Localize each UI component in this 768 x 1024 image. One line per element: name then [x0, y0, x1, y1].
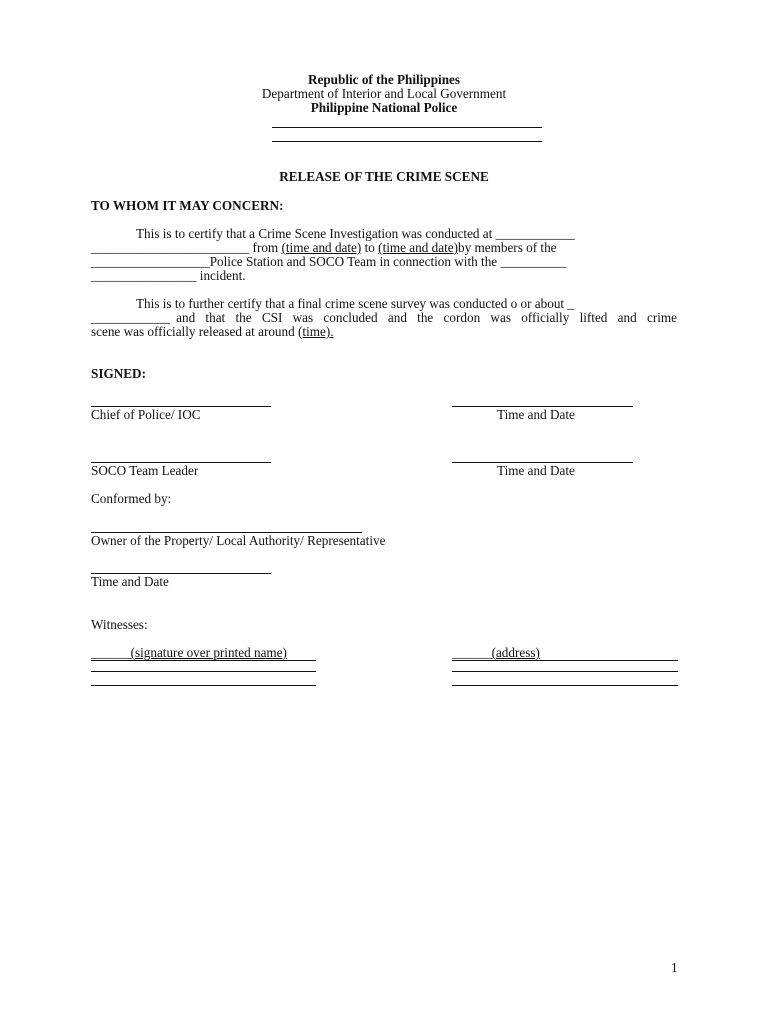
header-blank-line-1 [272, 127, 542, 128]
para1-line1-text: This is to certify that a Crime Scene Investigation was conducted at [136, 226, 493, 241]
soco-time-label: Time and Date [497, 463, 575, 478]
signed-heading: SIGNED: [91, 366, 146, 381]
para1-station-text: Police Station and SOCO Team in connection with the [209, 254, 498, 269]
witness-addr-pre-blank: ______ [452, 645, 492, 660]
witness-2-address-line [452, 685, 678, 686]
owner-label: Owner of the Property/ Local Authority/ Representative [91, 533, 386, 548]
para1-blank-station: __________________ [91, 254, 210, 269]
para2-blank-date: ____________ [91, 310, 171, 325]
para1-blank-incident-type: __________ [500, 254, 567, 269]
document-title: RELEASE OF THE CRIME SCENE [279, 169, 489, 184]
para2-time: time). [302, 324, 334, 339]
para1-line2 [91, 241, 557, 255]
para1-to: to [364, 240, 375, 255]
witness-sig-underline [91, 660, 316, 661]
witness-signature-header [91, 646, 287, 660]
witness-1-address-line [452, 671, 678, 672]
para1-line3 [91, 255, 566, 269]
witness-addr-underline [452, 660, 678, 661]
witnesses-heading: Witnesses: [91, 617, 148, 632]
para1-blank-place: ________________________ [91, 240, 250, 255]
para2-line1-text: This is to further certify that a final crime scene survey was conducted o or about [136, 296, 565, 311]
para1-time-start: (time and date) [281, 240, 362, 255]
page-number: 1 [671, 960, 678, 975]
para2-blank-date-start: _ [567, 296, 574, 311]
soco-team-leader-label: SOCO Team Leader [91, 463, 199, 478]
witness-address-header [452, 646, 540, 660]
chief-time-label: Time and Date [497, 407, 575, 422]
para2-line2-text: and that the CSI was concluded and the cordon was officially lifted and crime [176, 310, 677, 325]
header-blank-line-2 [272, 141, 542, 142]
witness-1-signature-line [91, 671, 316, 672]
witness-address-label: (address) [491, 645, 540, 660]
para2-line1 [136, 297, 574, 311]
witness-sig-pre-blank: ______ [91, 645, 131, 660]
witness-2-signature-line [91, 685, 316, 686]
para1-incident-text: incident. [199, 268, 246, 283]
witness-signature-label: (signature over printed name) [130, 645, 287, 660]
conformed-time-label: Time and Date [91, 574, 169, 589]
para1-line4 [91, 269, 246, 283]
para2-line2 [91, 311, 677, 325]
para1-line1 [136, 227, 575, 241]
header-pnp: Philippine National Police [310, 100, 458, 115]
header-republic: Republic of the Philippines [307, 72, 461, 87]
salutation: TO WHOM IT MAY CONCERN: [91, 198, 284, 213]
para2-line3 [91, 325, 334, 339]
para1-from: from [252, 240, 279, 255]
conformed-heading: Conformed by: [91, 491, 172, 506]
header-department: Department of Interior and Local Government [261, 86, 507, 101]
chief-of-police-label: Chief of Police/ IOC [91, 407, 201, 422]
para1-time-end: (time and date) [378, 240, 458, 255]
para2-line3-text: scene was officially released at around ( [91, 324, 303, 339]
para1-blank-incident: ________________ [91, 268, 197, 283]
para1-members: by members of the [458, 240, 557, 255]
para1-blank-location: ____________ [495, 226, 575, 241]
